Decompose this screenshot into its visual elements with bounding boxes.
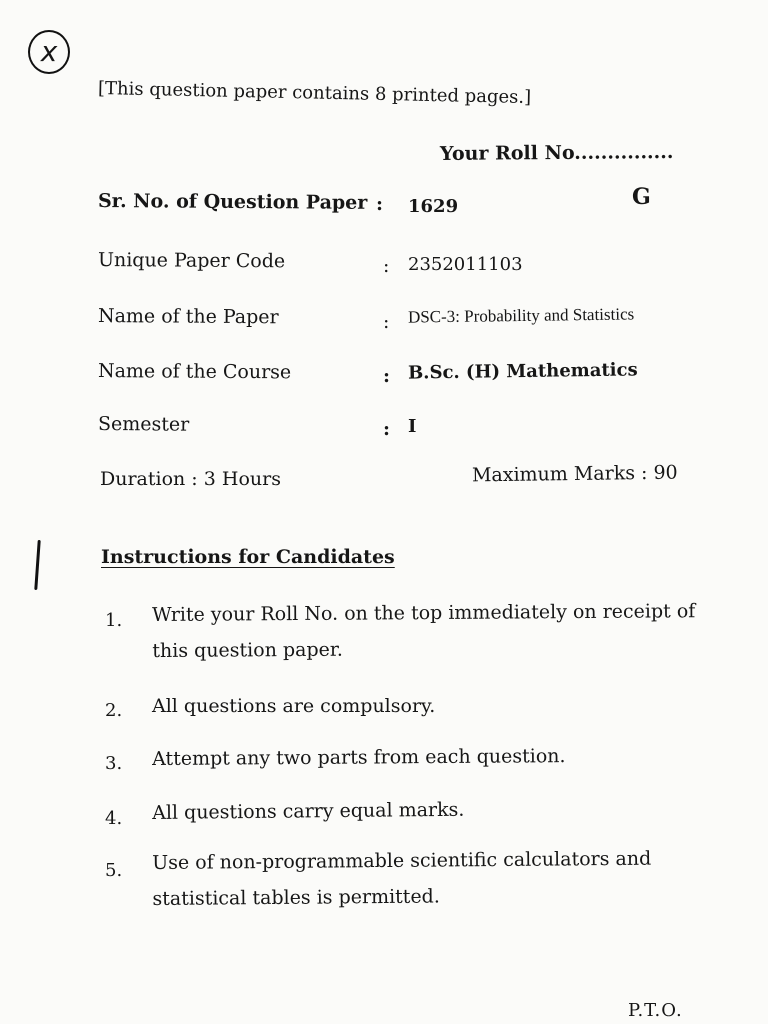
pages-notice: [This question paper contains 8 printed pages.] xyxy=(97,78,532,109)
instruction-number: 3. xyxy=(105,753,123,774)
field-label-course-name: Name of the Course xyxy=(97,360,292,384)
circled-mark-letter: x xyxy=(40,35,58,68)
instructions-heading: Instructions for Candidates xyxy=(101,546,395,568)
field-value-paper-name: DSC-3: Probability and Statistics xyxy=(407,304,635,327)
instruction-number: 4. xyxy=(105,808,123,829)
field-label-serial-no: Sr. No. of Question Paper xyxy=(97,190,368,214)
field-colon: : xyxy=(383,418,391,440)
instruction-text: All questions carry equal marks. xyxy=(152,798,465,824)
field-value-serial-no: 1629 xyxy=(408,196,459,217)
field-label-semester: Semester xyxy=(97,413,190,436)
instruction-text: All questions are compulsory. xyxy=(152,695,436,717)
maximum-marks: Maximum Marks : 90 xyxy=(471,461,678,487)
instruction-number: 5. xyxy=(105,860,123,881)
field-colon: : xyxy=(376,193,384,215)
roll-number-line: Your Roll No............... xyxy=(439,140,674,166)
field-label-paper-name: Name of the Paper xyxy=(97,305,279,329)
set-code: G xyxy=(632,184,651,210)
field-colon: : xyxy=(383,365,391,387)
instruction-text: Write your Roll No. on the top immediately on receipt of this question paper. xyxy=(152,600,696,662)
margin-pen-stroke xyxy=(34,540,40,590)
instruction-number: 2. xyxy=(105,700,123,721)
field-value-semester: I xyxy=(408,416,417,437)
field-value-paper-code: 2352011103 xyxy=(408,254,523,275)
field-colon: : xyxy=(383,255,390,277)
field-colon: : xyxy=(383,311,390,333)
circled-mark xyxy=(28,30,70,74)
instruction-text: Use of non-programmable scientific calculators and statistical tables is permitted. xyxy=(152,847,652,910)
instruction-text: Attempt any two parts from each question. xyxy=(152,745,566,770)
instruction-number: 1. xyxy=(105,610,123,631)
field-label-paper-code: Unique Paper Code xyxy=(97,249,286,273)
field-value-course-name: B.Sc. (H) Mathematics xyxy=(407,359,638,384)
page-footer-pto: P.T.O. xyxy=(628,1000,683,1021)
duration: Duration : 3 Hours xyxy=(100,468,281,490)
